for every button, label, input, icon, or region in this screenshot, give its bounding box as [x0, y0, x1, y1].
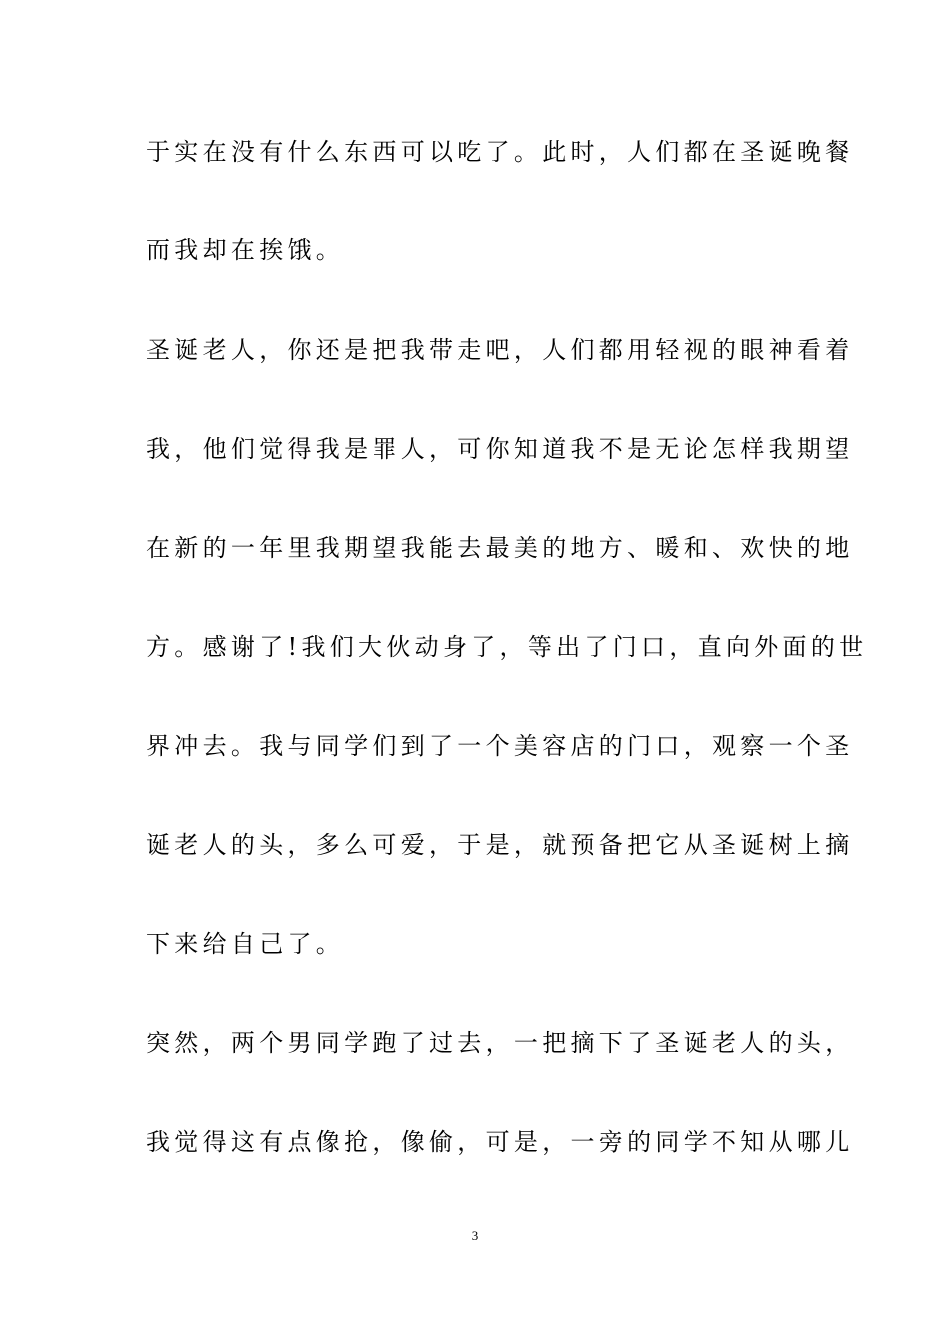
text-line: 方。感谢了!我们大伙动身了，等出了门口，直向外面的世 [146, 633, 868, 661]
text-line: 界冲去。我与同学们到了一个美容店的门口，观察一个圣 [146, 732, 854, 760]
text-line: 于实在没有什么东西可以吃了。此时，人们都在圣诞晚餐 [146, 138, 854, 166]
text-line: 圣诞老人，你还是把我带走吧，人们都用轻视的眼神看着 [146, 336, 854, 364]
text-line: 而我却在挨饿。 [146, 236, 345, 264]
text-line: 我觉得这有点像抢，像偷，可是，一旁的同学不知从哪儿 [146, 1128, 854, 1156]
text-line: 在新的一年里我期望我能去最美的地方、暖和、欢快的地 [146, 534, 854, 562]
text-line: 下来给自己了。 [146, 930, 345, 958]
text-line: 诞老人的头，多么可爱，于是，就预备把它从圣诞树上摘 [146, 831, 854, 859]
page-number: 3 [471, 1228, 479, 1243]
text-line: 我，他们觉得我是罪人，可你知道我不是无论怎样我期望 [146, 435, 854, 463]
text-line: 突然，两个男同学跑了过去，一把摘下了圣诞老人的头， [146, 1029, 854, 1057]
